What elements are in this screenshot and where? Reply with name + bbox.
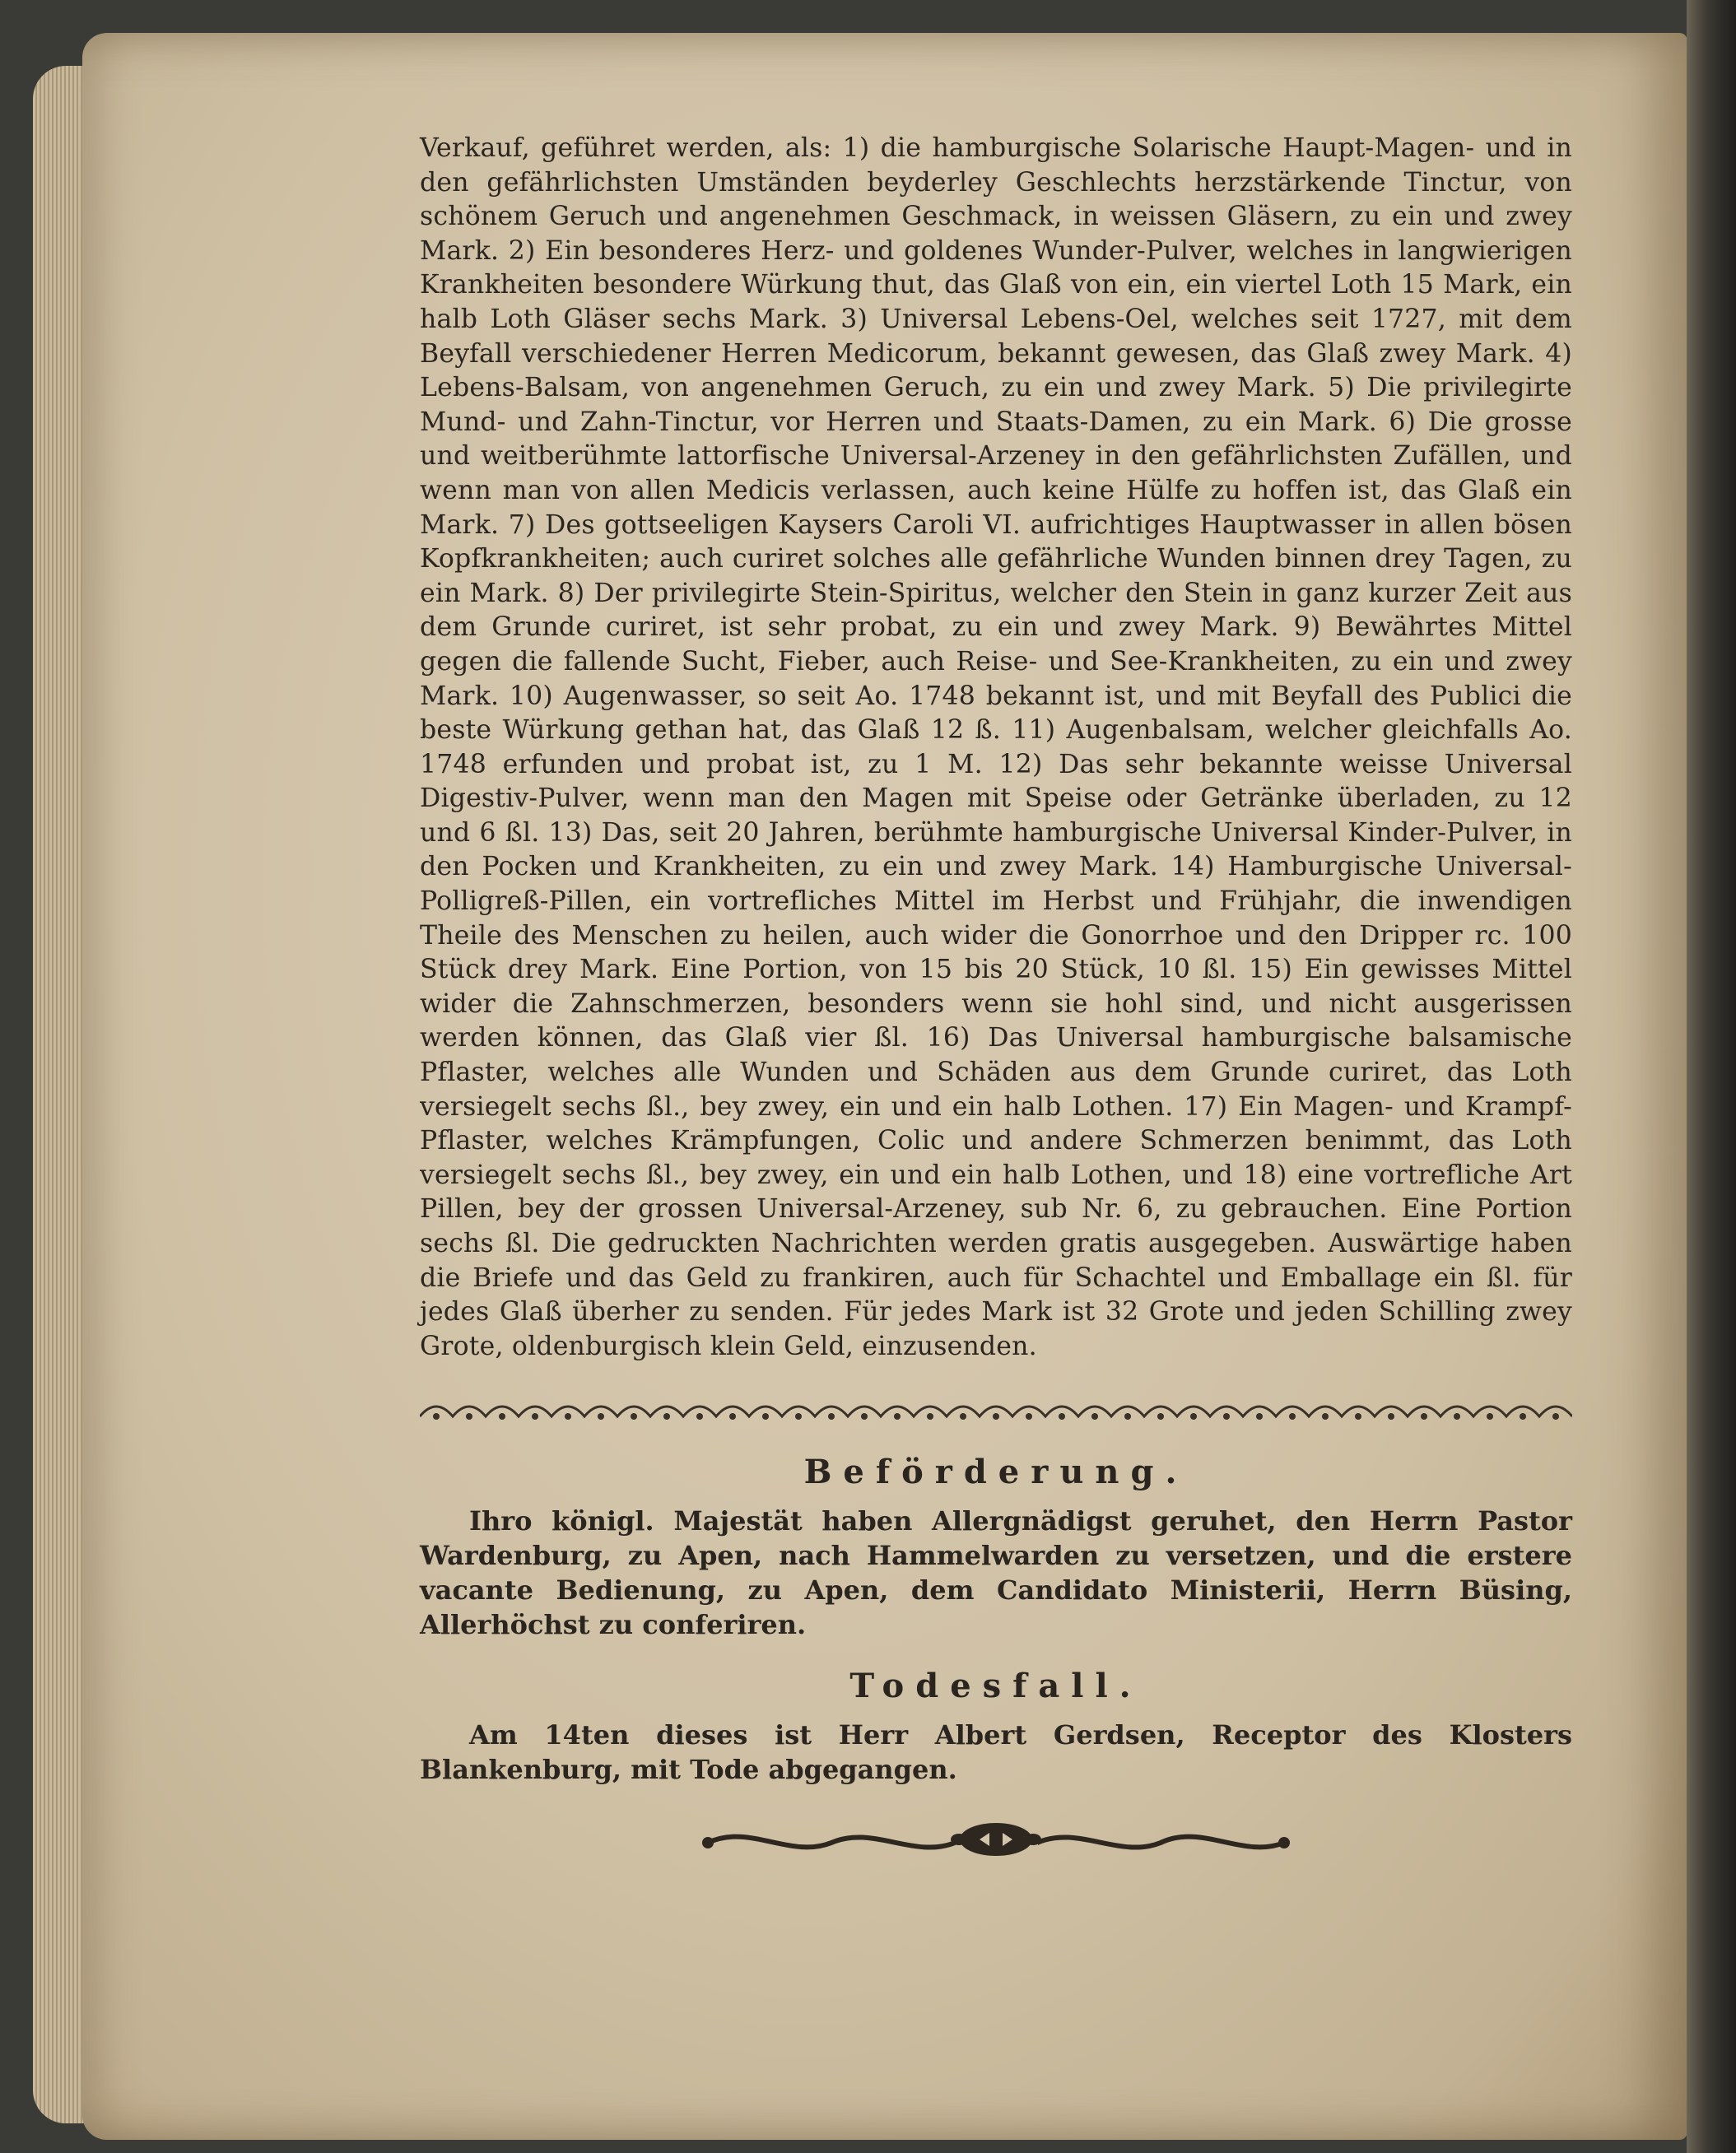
section-text-todesfall: Am 14ten dieses ist Herr Albert Gerdsen, Receptor des Klosters Blankenburg, mit Tode abgegangen. — [420, 1719, 1572, 1786]
book-binding — [1687, 0, 1736, 2153]
page-text-block — [420, 132, 1572, 1862]
tailpiece-ornament — [700, 1815, 1292, 1862]
section-heading-todesfall: Todesfall. — [849, 1667, 1143, 1706]
section-heading-befoerderung: Beförderung. — [803, 1453, 1189, 1492]
decorative-border-ornament — [420, 1392, 1572, 1428]
section-text-befoerderung: Ihro königl. Majestät haben Allergnädigst geruhet, den Herrn Pastor Wardenburg, zu Apen, nach Hammelwarden zu versetzen, und die erstere vacante Bedienung, zu Apen, dem Candidato Ministerii, Herrn Büsing, Allerhöchst zu conferiren. — [420, 1505, 1572, 1641]
advertisement-paragraph: Verkauf, geführet werden, als: 1) die hamburgische Solarische Haupt-Magen- und in den gefährlichsten Umständen beyderley Geschlechts herzstärkende Tinctur, von schönem Geruch und angenehmen Geschmack, in weissen Gläsern, zu ein und zwey Mark. 2) Ein besonderes Herz- und goldenes Wunder-Pulver, welches in langwierigen Krankheiten besondere Würkung thut, das Glaß von ein, ein viertel Loth 15 Mark, ein halb Loth Gläser sechs Mark. 3) Universal Lebens-Oel, welches seit 1727, mit dem Beyfall verschiedener Herren Medicorum, bekannt gewesen, das Glaß zwey Mark. 4) Lebens-Balsam, von angenehmen Geruch, zu ein und zwey Mark. 5) Die privilegirte Mund- und Zahn-Tinctur, vor Herren und Staats-Damen, zu ein Mark. 6) Die grosse und weitberühmte lattorfische Universal-Arzeney in den gefährlichsten Zufällen, und wenn man von allen Medicis verlassen, auch keine Hülfe zu hoffen ist, das Glaß ein Mark. 7) Des gottseeligen Kaysers Caroli VI. aufrichtiges Hauptwasser in allen bösen Kopfkrankheiten; auch curiret solches alle gefährliche Wunden binnen drey Tagen, zu ein Mark. 8) Der privilegirte Stein-Spiritus, welcher den Stein in ganz kurzer Zeit aus dem Grunde curiret, ist sehr probat, zu ein und zwey Mark. 9) Bewährtes Mittel gegen die fallende Sucht, Fieber, auch Reise- und See-Krankheiten, zu ein und zwey Mark. 10) Augenwasser, so seit Ao. 1748 bekannt ist, und mit Beyfall des Publici die beste Würkung gethan hat, das Glaß 12 ß. 11) Augenbalsam, welcher gleichfalls Ao. 1748 erfunden und probat ist, zu 1 M. 12) Das sehr bekannte weisse Universal Digestiv-Pulver, wenn man den Magen mit Speise oder Getränke überladen, zu 12 und 6 ßl. 13) Das, seit 20 Jahren, berühmte hamburgische Universal Kinder-Pulver, in den Pocken und Krankheiten, zu ein und zwey Mark. 14) Hamburgische Universal-Polligreß-Pillen, ein vortrefliches Mittel im Herbst und Frühjahr, die inwendigen Theile des Menschen zu heilen, auch wider die Gonorrhoe und den Dripper rc. 100 Stück drey Mark. Eine Portion, von 15 bis 20 Stück, 10 ßl. 15) Ein gewisses Mittel wider die Zahnschmerzen, besonders wenn sie hohl sind, und nicht ausgerissen werden können, das Glaß vier ßl. 16) Das Universal hamburgische balsamische Pflaster, welches alle Wunden und Schäden aus dem Grunde curiret, das Loth versiegelt sechs ßl., bey zwey, ein und ein halb Lothen. 17) Ein Magen- und Krampf-Pflaster, welches Krämpfungen, Colic und andere Schmerzen benimmt, das Loth versiegelt sechs ßl., bey zwey, ein und ein halb Lothen, und 18) eine vortrefliche Art Pillen, bey der grossen Universal-Arzeney, sub Nr. 6, zu gebrauchen. Eine Portion sechs ßl. Die gedruckten Nachrichten werden gratis ausgegeben. Auswärtige haben die Briefe und das Geld zu frankiren, auch für Schachtel und Emballage ein ßl. für jedes Glaß überher zu senden. Für jedes Mark ist 32 Grote und jeden Schilling zwey Grote, oldenburgisch klein Geld, einzusenden. — [420, 133, 1572, 1361]
